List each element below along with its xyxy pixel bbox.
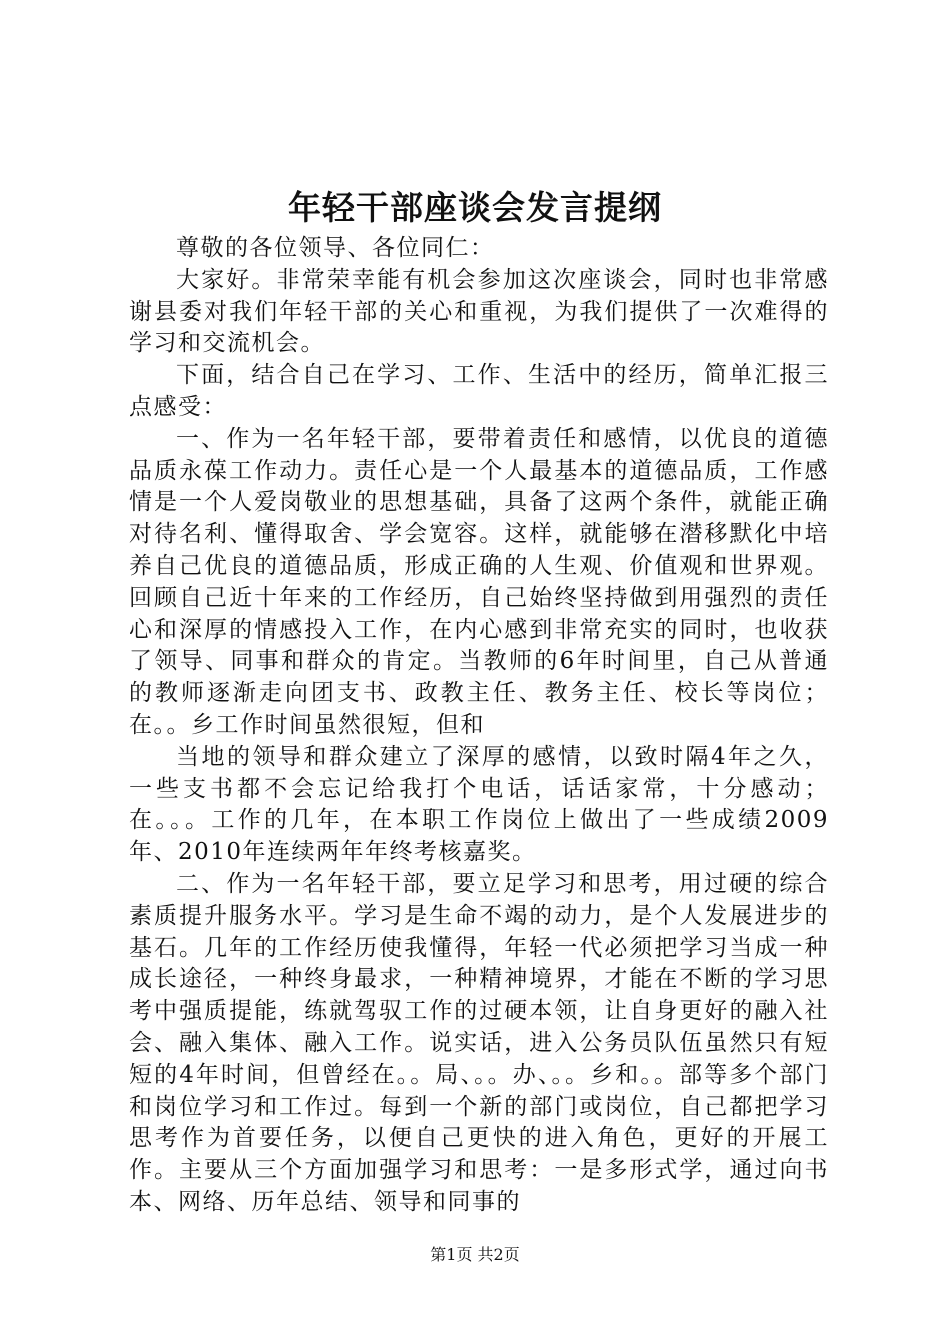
salutation-paragraph: 尊敬的各位领导、各位同仁： — [176, 235, 495, 261]
intro-paragraph: 下面，结合自己在学习、工作、生活中的经历，简单汇报三点感受： — [129, 362, 829, 420]
greeting-paragraph: 大家好。非常荣幸能有机会参加这次座谈会，同时也非常感谢县委对我们年轻干部的关心和重视，为我们提供了一次难得的学习和交流机会。 — [129, 266, 829, 357]
document-body — [129, 233, 829, 1219]
point-two-paragraph: 二、作为一名年轻干部，要立足学习和思考，用过硬的综合素质提升服务水平。学习是生命不竭的动力，是个人发展进步的基石。几年的工作经历使我懂得，年轻一代必须把学习当成一种成长途径，一种终身最求，一种精神境界，才能在不断的学习思考中强质提能，练就驾驭工作的过硬本领，让自身更好的融入社会、融入集体、融入工作。说实话，进入公务员队伍虽然只有短短的4年时间，但曾经在。。局、。。办、。。乡和。。部等多个部门和岗位学习和工作过。每到一个新的部门或岗位，自己都把学习思考作为首要任务，以便自己更快的进入角色，更好的开展工作。主要从三个方面加强学习和思考：一是多形式学，通过向书本、网络、历年总结、领导和同事的 — [129, 870, 829, 1215]
point-one-paragraph: 一、作为一名年轻干部，要带着责任和感情，以优良的道德品质永葆工作动力。责任心是一个人最基本的道德品质，工作感情是一个人爱岗敬业的思想基础，具备了这两个条件，就能正确对待名利、懂得取舍、学会宽容。这样，就能够在潜移默化中培养自己优良的道德品质，形成正确的人生观、价值观和世界观。回顾自己近十年来的工作经历，自己始终坚持做到用强烈的责任心和深厚的情感投入工作，在内心感到非常充实的同时，也收获了领导、同事和群众的肯定。当教师的6年时间里，自己从普通的教师逐渐走向团支书、政教主任、教务主任、校长等岗位；在。。乡工作时间虽然很短，但和 — [129, 425, 829, 738]
document-title: 年轻干部座谈会发言提纲 — [288, 188, 662, 227]
page-number-footer: 第1页 共2页 — [430, 1245, 520, 1264]
point-one-continued-paragraph: 当地的领导和群众建立了深厚的感情，以致时隔4年之久，一些支书都不会忘记给我打个电话，话话家常，十分感动；在。。。工作的几年，在本职工作岗位上做出了一些成绩2009年、2010年连续两年年终考核嘉奖。 — [129, 743, 829, 866]
